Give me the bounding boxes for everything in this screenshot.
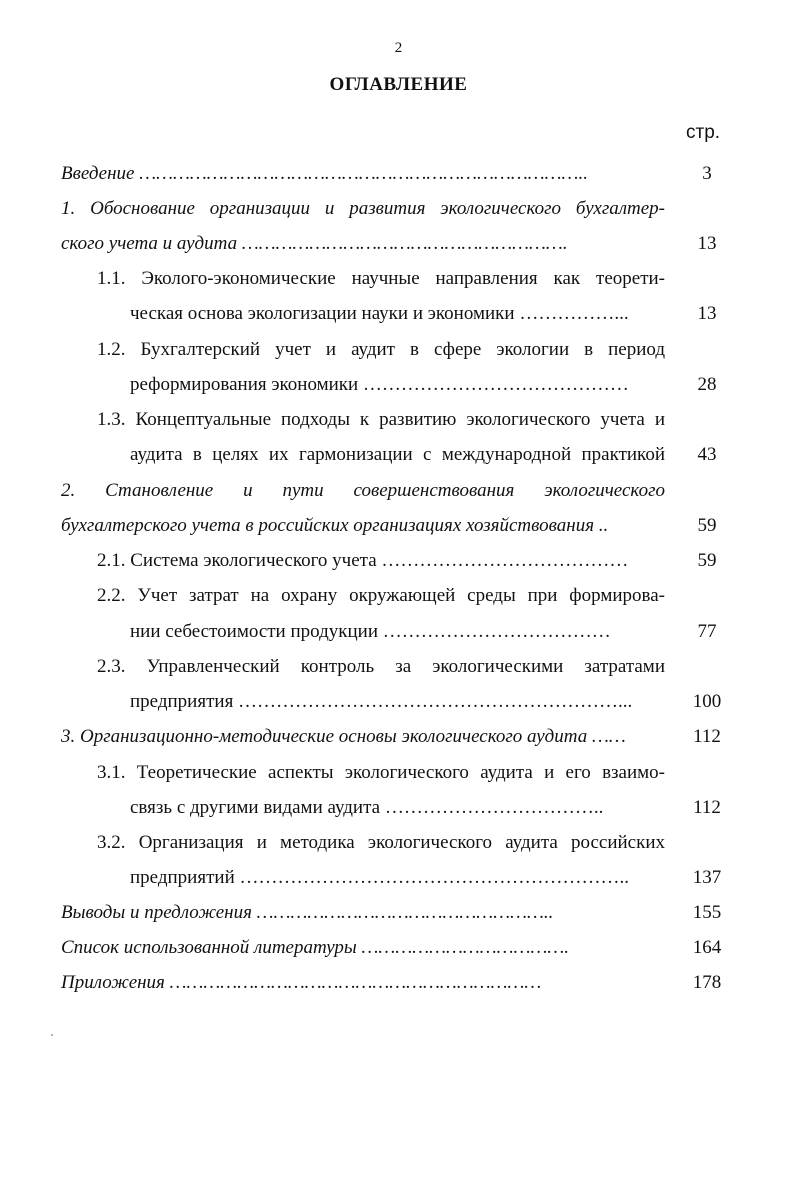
- toc-section-1-2-line-1: 1.2. Бухгалтерский учет и аудит в сфере экологии в период: [97, 339, 665, 360]
- toc-page-section-2-3: 100: [692, 691, 722, 712]
- toc-chapter-3: 3. Организационно-методические основы экологического аудита ……: [61, 726, 626, 747]
- toc-entry-bibliography: Список использованной литературы ……………………………….: [61, 937, 570, 958]
- toc-page-section-2-1: 59: [697, 550, 717, 571]
- page-number: 2: [394, 40, 403, 56]
- toc-page-section-3-1: 112: [693, 797, 721, 818]
- toc-page-section-1-3: 43: [697, 444, 717, 465]
- toc-section-3-2-line-2: предприятий ……………………………………………………..: [130, 867, 629, 888]
- toc-section-1-3-line-1: 1.3. Концептуальные подходы к развитию экологического учета и: [97, 409, 665, 430]
- toc-page-conclusions: 155: [692, 902, 722, 923]
- toc-page-chapter-1: 13: [697, 233, 717, 254]
- scan-speck: [51, 1034, 53, 1036]
- toc-entry-introduction: Введение ……………………………………………………………………..: [61, 163, 588, 184]
- toc-page-introduction: 3: [702, 163, 712, 184]
- toc-page-section-1-2: 28: [697, 374, 717, 395]
- toc-page-appendices: 178: [692, 972, 722, 993]
- toc-chapter-2-line-1: 2. Становление и пути совершенствования экологического: [61, 480, 665, 501]
- toc-page-chapter-3: 112: [693, 726, 721, 747]
- toc-section-2-3-line-2: предприятия ……………………………………………………...: [130, 691, 633, 712]
- toc-section-1-2-line-2: реформирования экономики ……………………………………: [130, 374, 629, 395]
- toc-section-3-1-line-1: 3.1. Теоретические аспекты экологического аудита и его взаимо-: [97, 762, 665, 783]
- toc-section-3-2-line-1: 3.2. Организация и методика экологического аудита российских: [97, 832, 665, 853]
- toc-chapter-1-line-1: 1. Обоснование организации и развития экологического бухгалтер-: [61, 198, 665, 219]
- toc-chapter-2-line-2: бухгалтерского учета в российских организациях хозяйствования ..: [61, 515, 609, 536]
- toc-page-section-3-2: 137: [692, 867, 722, 888]
- toc-entry-appendices: Приложения …………………………………………………………: [61, 972, 542, 993]
- toc-section-3-1-line-2: связь с другими видами аудита ……………………………..: [130, 797, 604, 818]
- toc-section-1-1-line-2: ческая основа экологизации науки и экономики ……………...: [130, 303, 629, 324]
- toc-section-2-1: 2.1. Система экологического учета …………………………………: [97, 550, 629, 571]
- toc-page-chapter-2: 59: [697, 515, 717, 536]
- toc-section-2-2-line-1: 2.2. Учет затрат на охрану окружающей среды при формирова-: [97, 585, 665, 606]
- page-title: ОГЛАВЛЕНИЕ: [329, 74, 468, 95]
- toc-section-1-3-line-2: аудита в целях их гармонизации с международной практикой: [130, 444, 665, 465]
- toc-page-section-2-2: 77: [697, 621, 717, 642]
- toc-entry-conclusions: Выводы и предложения ……………………………………………..: [61, 902, 554, 923]
- page-column-label: стр.: [686, 122, 721, 143]
- toc-page-section-1-1: 13: [697, 303, 717, 324]
- toc-section-1-1-line-1: 1.1. Эколого-экономические научные направления как теорети-: [97, 268, 665, 289]
- toc-page-bibliography: 164: [692, 937, 722, 958]
- toc-chapter-1-line-2: ского учета и аудита ………………………………………………….: [61, 233, 568, 254]
- toc-section-2-2-line-2: нии себестоимости продукции ………………………………: [130, 621, 611, 642]
- toc-section-2-3-line-1: 2.3. Управленческий контроль за экологическими затратами: [97, 656, 665, 677]
